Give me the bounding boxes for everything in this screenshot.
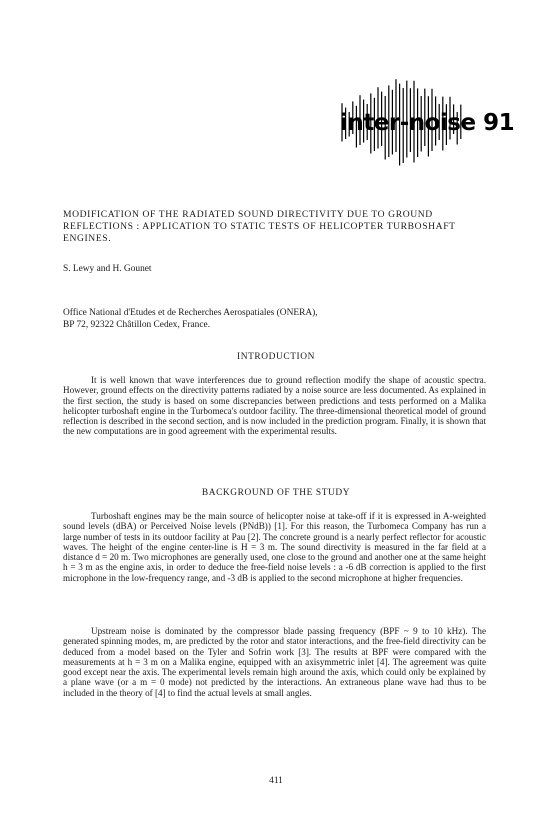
paper-title: MODIFICATION OF THE RADIATED SOUND DIRECTIVITY DUE TO GROUND REFLECTIONS : APPLICATION TO STATIC TESTS OF HELICOPTER TURBOSHAFT ENGINES. [63, 209, 456, 244]
authors: S. Lewy and H. Gounet [63, 264, 152, 274]
page-number: 411 [269, 776, 283, 786]
affiliation-line-2: BP 72, 92322 Châtillon Cedex, France. [63, 320, 211, 330]
affiliation-line-1: Office National d'Etudes et de Recherches Aerospatiales (ONERA), [63, 308, 318, 318]
introduction-heading: INTRODUCTION [236, 352, 316, 362]
background-paragraph-2: Upstream noise is dominated by the compressor blade passing frequency (BPF ~ 9 to 10 kHz). The generated spinning modes, m, are predicted by the rotor and stator interactions, and the free-field directivity can be deduced from a model based on the Tyler and Sofrin work [3]. The results at BPF were compared with the measurements at h = 3 m on a Malika engine, equipped with an axisymmetric inlet [4]. The agreement was quite good except near the axis. The experimental levels remain high around the axis, which could only be explained by a plane wave (or a m = 0 mode) not predicted by the interactions. An extraneous plane wave had thus to be included in the theory of [4] to find the actual levels at small angles. [63, 626, 486, 698]
background-heading: BACKGROUND OF THE STUDY [201, 488, 351, 498]
logo-text: inter-noise 91 [340, 110, 515, 136]
introduction-paragraph: It is well known that wave interferences due to ground reflection modify the shape of acoustic spectra. However, ground effects on the directivity patterns radiated by a noise source are less documented. As explained in the first section, the study is based on some discrepancies between predictions and tests performed on a Malika helicopter turboshaft engine in the Turbomeca's outdoor facility. The three-dimensional theoretical model of ground reflection is described in the second section, and is now included in the prediction program. Finally, it is shown that the new computations are in good agreement with the experimental results. [63, 375, 486, 437]
background-paragraph-1: Turboshaft engines may be the main source of helicopter noise at take-off if it is expressed in A-weighted sound levels (dBA) or Perceived Noise levels (PNdB)) [1]. For this reason, the Turbomeca Company has run a large number of tests in its outdoor facility at Pau [2]. The concrete ground is a nearly perfect reflector for acoustic waves. The height of the engine center-line is H = 3 m. The sound directivity is measured in the far field at a distance d = 20 m. Two microphones are generally used, one close to the ground and another one at the same height h = 3 m as the engine axis, in order to deduce the free-field noise levels : a -6 dB correction is applied to the first microphone in the low-frequency range, and -3 dB is applied to the second microphone at higher frequencies. [63, 511, 486, 583]
